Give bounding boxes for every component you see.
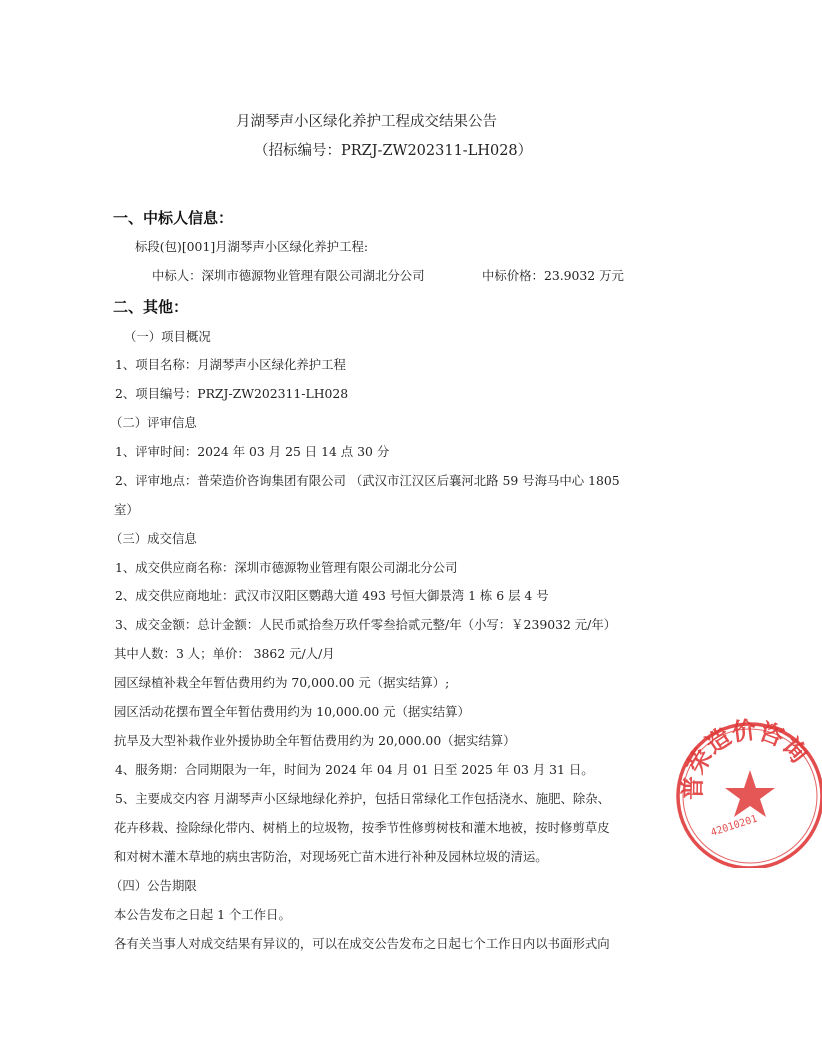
supplier-name-line: 1、成交供应商名称：深圳市德源物业管理有限公司湖北分公司: [115, 560, 458, 575]
seal-icon: [672, 718, 822, 868]
project-number-line: 2、项目编号：PRZJ-ZW202311-LH028: [115, 386, 349, 401]
headcount-line: 其中人数：3 人；单价： 3862 元/人/月: [114, 646, 335, 661]
sub1-heading: （一）项目概况: [124, 329, 211, 344]
flower-fee-line: 园区活动花摆布置全年暂估费用约为 10,000.00 元（据实结算）: [114, 704, 470, 719]
section2-heading: 二、其他：: [113, 298, 189, 316]
seal-number: 42010201: [709, 813, 759, 839]
review-time-line: 1、评审时间：2024 年 03 月 25 日 14 点 30 分: [115, 444, 390, 459]
sub4-heading: （四）公告期限: [110, 878, 197, 893]
content-line-1: 5、主要成交内容 月湖琴声小区绿地绿化养护，包括日常绿化工作包括浇水、施肥、除杂、: [115, 791, 611, 806]
sub3-heading: （三）成交信息: [110, 531, 197, 546]
sub2-heading: （二）评审信息: [110, 415, 197, 430]
winner-line: 中标人：深圳市德源物业管理有限公司湖北分公司: [152, 268, 425, 283]
lot-line: 标段(包)[001]月湖琴声小区绿化养护工程:: [135, 239, 369, 254]
supplier-address-line: 2、成交供应商地址：武汉市汉阳区鹦鹉大道 493 号恒大御景湾 1 栋 6 层 4 号: [115, 588, 549, 603]
review-place-cont: 室）: [114, 502, 139, 517]
seal-star-icon: [725, 770, 775, 817]
page-title: 月湖琴声小区绿化养护工程成交结果公告: [236, 114, 497, 130]
planting-fee-line: 园区绿植补栽全年暂估费用约为 70,000.00 元（据实结算）;: [114, 675, 450, 690]
notice-period-line: 本公告发布之日起 1 个工作日。: [114, 907, 291, 922]
service-period-line: 4、服务期：合同期限为一年，时间为 2024 年 04 月 01 日至 2025 年 03 月 31 日。: [115, 762, 594, 777]
seal-text: 普荣造价咨询: [677, 718, 814, 801]
official-seal: [672, 718, 822, 868]
review-place-line: 2、评审地点：普荣造价咨询集团有限公司 （武汉市江汉区后襄河北路 59 号海马中心 1805: [115, 473, 620, 488]
bid-number: （招标编号：PRZJ-ZW202311-LH028）: [254, 143, 533, 159]
content-line-3: 和对树木灌木草地的病虫害防治，对现场死亡苗木进行补种及园林垃圾的清运。: [114, 849, 548, 864]
drought-fee-line: 抗旱及大型补栽作业外援协助全年暂估费用约为 20,000.00（据实结算）: [114, 733, 516, 748]
section1-heading: 一、中标人信息：: [113, 209, 234, 227]
price-line: 中标价格：23.9032 万元: [482, 268, 624, 283]
project-name-line: 1、项目名称：月湖琴声小区绿化养护工程: [115, 357, 346, 372]
amount-line: 3、成交金额：总计金额：人民币贰拾叁万玖仟零叁拾贰元整/年（小写：￥239032 元/年）: [115, 617, 617, 632]
content-line-2: 花卉移栽、捡除绿化带内、树梢上的垃圾物，按季节性修剪树枝和灌木地被，按时修剪草皮: [114, 820, 610, 835]
objection-line: 各有关当事人对成交结果有异议的，可以在成交公告发布之日起七个工作日内以书面形式向: [114, 936, 610, 951]
